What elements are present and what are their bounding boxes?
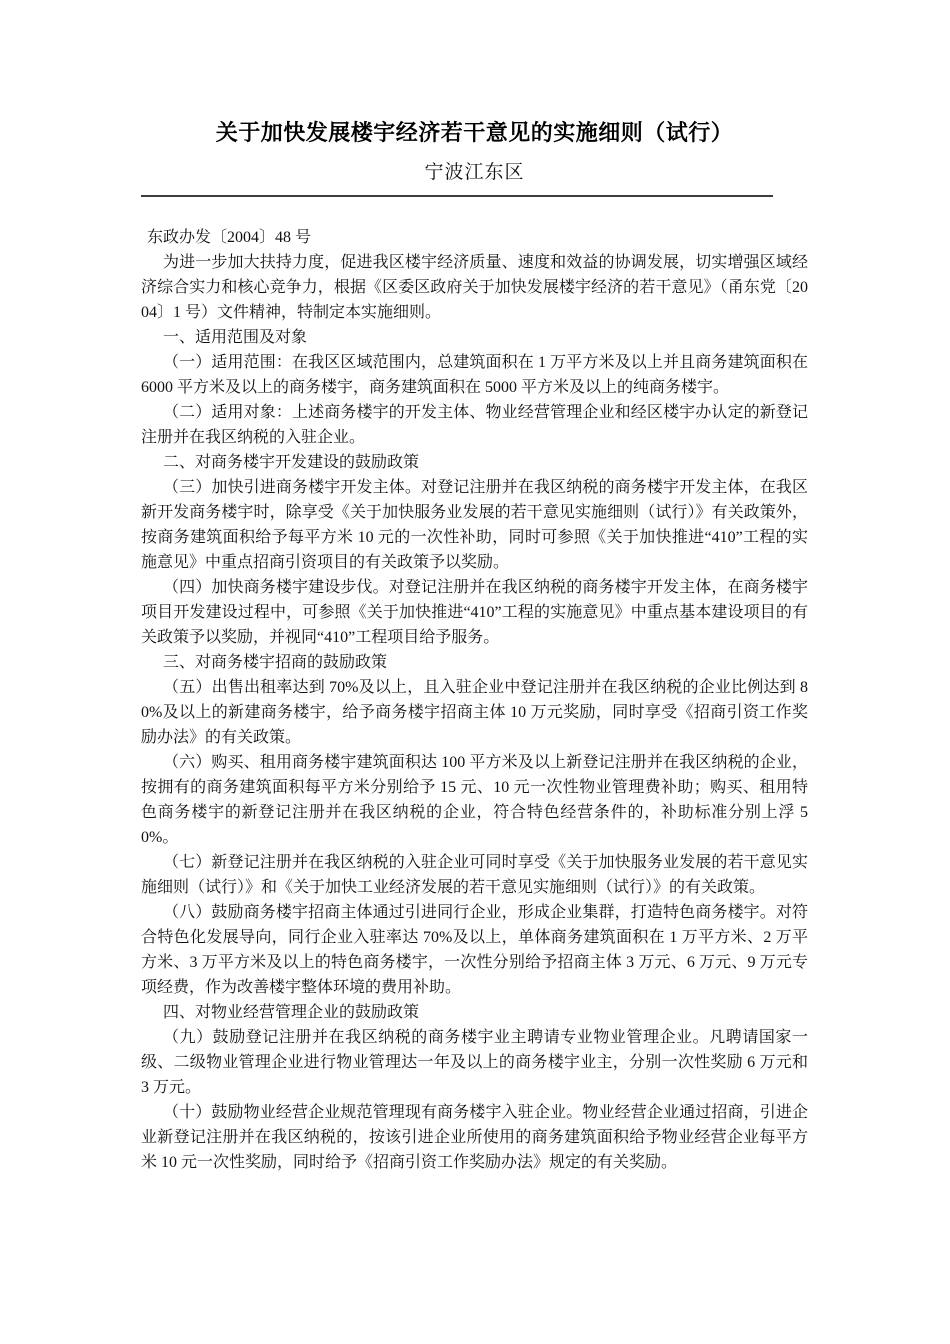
- body-paragraph: （八）鼓励商务楼宇招商主体通过引进同行企业，形成企业集群，打造特色商务楼宇。对符合特色化发展导向，同行企业入驻率达 70%及以上，单体商务建筑面积在 1 万平方米、2 万平方米、3 万平方米及以上的特色商务楼宇，一次性分别给予招商主体 3 万元、6 万元、9 万元专项经费，作为改善楼宇整体环境的费用补助。: [141, 904, 808, 996]
- section-heading: 一、适用范围及对象: [163, 329, 308, 346]
- title-divider: [141, 195, 773, 197]
- section-heading: 三、对商务楼宇招商的鼓励政策: [163, 654, 388, 671]
- section-heading: 四、对物业经营管理企业的鼓励政策: [163, 1004, 420, 1021]
- document-body: [141, 250, 808, 1175]
- body-paragraph: （四）加快商务楼宇建设步伐。对登记注册并在我区纳税的商务楼宇开发主体，在商务楼宇项目开发建设过程中，可参照《关于加快推进“410”工程的实施意见》中重点基本建设项目的有关政策予以奖励，并视同“410”工程项目给予服务。: [141, 579, 808, 646]
- body-paragraph: （六）购买、租用商务楼宇建筑面积达 100 平方米及以上新登记注册并在我区纳税的企业，按拥有的商务建筑面积每平方米分别给予 15 元、10 元一次性物业管理费补助；购买、租用特色商务楼宇的新登记注册并在我区纳税的企业，符合特色经营条件的，补助标准分别上浮 50%。: [141, 754, 808, 846]
- body-paragraph: （三）加快引进商务楼宇开发主体。对登记注册并在我区纳税的商务楼宇开发主体，在我区新开发商务楼宇时，除享受《关于加快服务业发展的若干意见实施细则（试行）》有关政策外，按商务建筑面积给予每平方米 10 元的一次性补助，同时可参照《关于加快推进“410”工程的实施意见》中重点招商引资项目的有关政策予以奖励。: [141, 479, 808, 571]
- body-paragraph: （二）适用对象：上述商务楼宇的开发主体、物业经营管理企业和经区楼宇办认定的新登记注册并在我区纳税的入驻企业。: [141, 404, 808, 446]
- body-paragraph: （十）鼓励物业经营企业规范管理现有商务楼宇入驻企业。物业经营企业通过招商，引进企业新登记注册并在我区纳税的，按该引进企业所使用的商务建筑面积给予物业经营企业每平方米 10 元一次性奖励，同时给予《招商引资工作奖励办法》规定的有关奖励。: [141, 1104, 808, 1171]
- document-content: [141, 118, 808, 1175]
- body-paragraph: （五）出售出租率达到 70%及以上，且入驻企业中登记注册并在我区纳税的企业比例达到 80%及以上的新建商务楼宇，给予商务楼宇招商主体 10 万元奖励，同时享受《招商引资工作奖励办法》的有关政策。: [141, 679, 808, 746]
- body-paragraph: 为进一步加大扶持力度，促进我区楼宇经济质量、速度和效益的协调发展，切实增强区域经济综合实力和核心竞争力，根据《区委区政府关于加快发展楼宇经济的若干意见》（甬东党〔2004〕1 号）文件精神，特制定本实施细则。: [141, 254, 808, 321]
- document-number: 东政办发〔2004〕48 号: [147, 229, 312, 246]
- document-subtitle: 宁波江东区: [424, 162, 525, 183]
- body-paragraph: （九）鼓励登记注册并在我区纳税的商务楼宇业主聘请专业物业管理企业。凡聘请国家一级、二级物业管理企业进行物业管理达一年及以上的商务楼宇业主，分别一次性奖励 6 万元和 3 万元。: [141, 1029, 808, 1096]
- body-paragraph: （七）新登记注册并在我区纳税的入驻企业可同时享受《关于加快服务业发展的若干意见实施细则（试行）》和《关于加快工业经济发展的若干意见实施细则（试行）》的有关政策。: [141, 854, 808, 896]
- document-title: 关于加快发展楼宇经济若干意见的实施细则（试行）: [215, 120, 734, 145]
- section-heading: 二、对商务楼宇开发建设的鼓励政策: [163, 454, 420, 471]
- body-paragraph: （一）适用范围：在我区区域范围内，总建筑面积在 1 万平方米及以上并且商务建筑面积在 6000 平方米及以上的商务楼宇，商务建筑面积在 5000 平方米及以上的纯商务楼宇。: [141, 354, 808, 396]
